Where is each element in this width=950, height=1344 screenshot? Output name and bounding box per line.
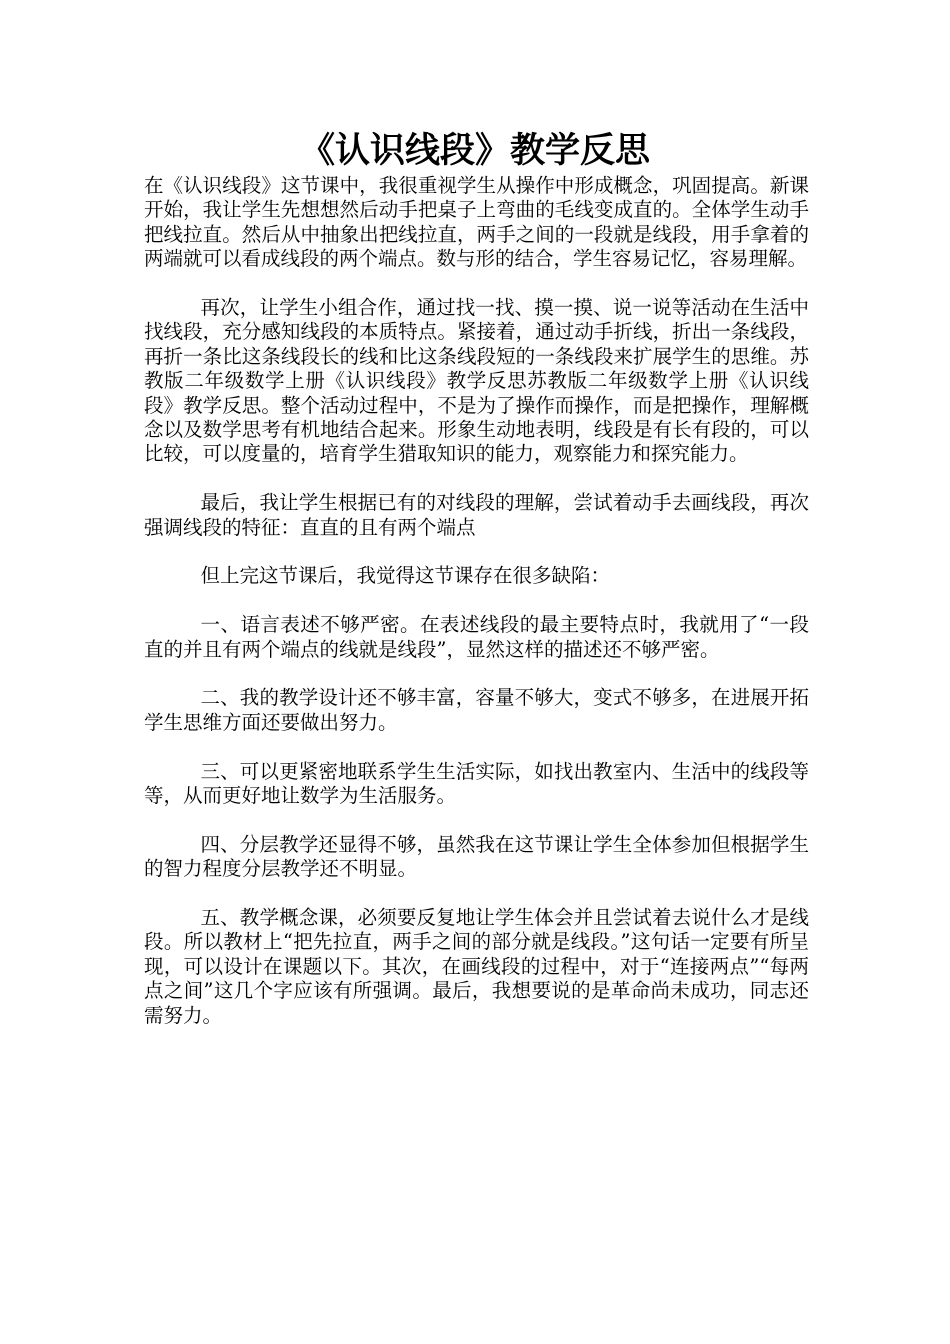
paragraph-shortcoming-2: 二、我的教学设计还不够丰富，容量不够大，变式不够多，在进展开拓学生思维方面还要做出努力。 [144,686,809,734]
paragraph-shortcoming-5: 五、教学概念课，必须要反复地让学生体会并且尝试着去说什么才是线段。所以教材上“把先拉直，两手之间的部分就是线段。”这句话一定要有所呈现，可以设计在课题以下。其次，在画线段的过程中，对于“连接两点”“每两点之间”这几个字应该有所强调。最后，我想要说的是革命尚未成功，同志还需努力。 [144,906,809,1027]
paragraph-group-activity: 再次，让学生小组合作，通过找一找、摸一摸、说一说等活动在生活中找线段，充分感知线段的本质特点。紧接着，通过动手折线，折出一条线段，再折一条比这条线段长的线和比这条线段短的一条线段来扩展学生的思维。苏教版二年级数学上册《认识线段》教学反思苏教版二年级数学上册《认识线段》教学反思。整个活动过程中，不是为了操作而操作，而是把操作，理解概念以及数学思考有机地结合起来。形象生动地表明，线段是有长有段的，可以比较，可以度量的，培育学生猎取知识的能力，观察能力和探究能力。 [144,296,809,466]
paragraph-shortcoming-1: 一、语言表述不够严密。在表述线段的最主要特点时，我就用了“一段直的并且有两个端点的线就是线段”，显然这样的描述还不够严密。 [144,613,809,661]
paragraph-intro: 在《认识线段》这节课中，我很重视学生从操作中形成概念，巩固提高。新课开始，我让学生先想想然后动手把桌子上弯曲的毛线变成直的。全体学生动手把线拉直。然后从中抽象出把线拉直，两手之间的一段就是线段，用手拿着的两端就可以看成线段的两个端点。数与形的结合，学生容易记忆，容易理解。 [144,174,809,271]
document-body [144,174,809,1052]
document-title: 《认识线段》教学反思 [299,130,650,171]
paragraph-shortcoming-4: 四、分层教学还显得不够，虽然我在这节课让学生全体参加但根据学生的智力程度分层教学还不明显。 [144,832,809,881]
paragraph-shortcoming-3: 三、可以更紧密地联系学生生活实际，如找出教室内、生活中的线段等等，从而更好地让数学为生活服务。 [144,759,809,808]
paragraph-drawing: 最后，我让学生根据已有的对线段的理解，尝试着动手去画线段，再次强调线段的特征：直直的且有两个端点 [144,491,809,539]
paragraph-shortcomings-intro: 但上完这节课后，我觉得这节课存在很多缺陷： [200,564,611,588]
